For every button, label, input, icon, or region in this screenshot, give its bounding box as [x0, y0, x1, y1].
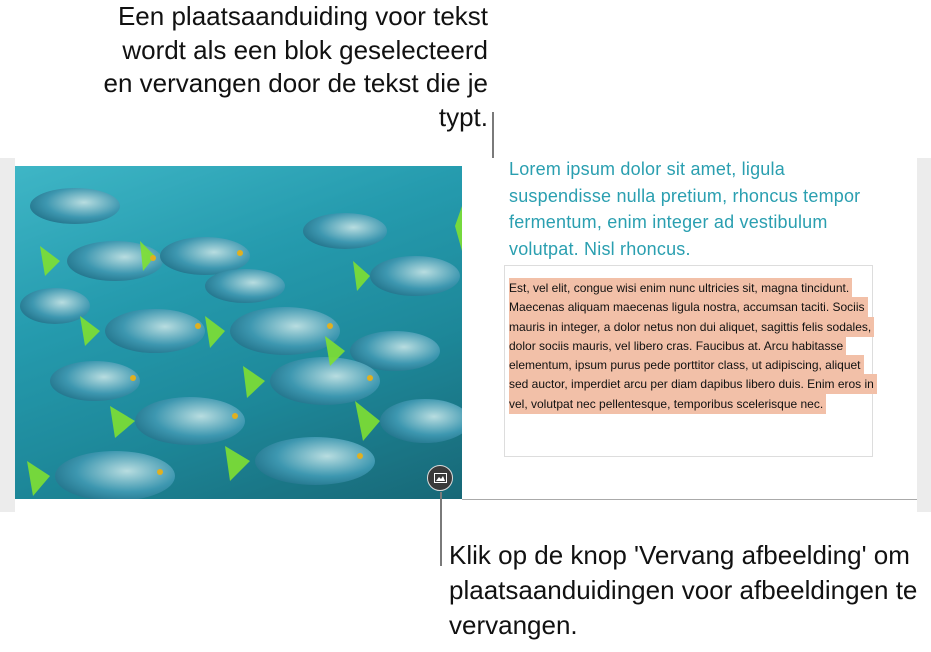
fish-photo [15, 166, 462, 499]
selected-placeholder-text: Est, vel elit, congue wisi enim nunc ultricies sit, magna tincidunt. Maecenas aliquam maecenas ligula nostra, accumsan taciti. Sociis mauris in integer, a dolor netus non dui aliquet, sagittis felis sodales, dolor sociis mauris, vel libero cras. Faucibus at. Arcu habitasse elementum, ipsum purus pede porttitor class, ut adipiscing, aliquet sed auctor, imperdiet arcu per diam dapibus libero duis. Enim eros in vel, volutpat nec pellentesque, temporibus scelerisque nec. [509, 281, 877, 411]
image-placeholder[interactable] [15, 166, 462, 499]
replace-image-callout: Klik op de knop 'Vervang afbeelding' om plaatsaanduidingen voor afbeeldingen te vervangen. [449, 540, 918, 640]
body-placeholder-text[interactable] [509, 279, 874, 414]
canvas-margin-left [0, 158, 15, 512]
heading-placeholder[interactable]: Lorem ipsum dolor sit amet, ligula suspendisse nulla pretium, rhoncus tempor fermentum, enim integer ad vestibulum volutpat. Nisl rhoncus. [509, 159, 861, 259]
placeholder-text-callout: Een plaatsaanduiding voor tekst wordt als een blok geselecteerd en vervangen door de tekst die je typt. [103, 1, 488, 132]
page-guide-line [462, 499, 917, 500]
callout-line [440, 492, 442, 566]
replace-image-button[interactable] [427, 465, 453, 491]
canvas-margin-right [917, 158, 931, 512]
photo-icon [434, 473, 447, 483]
